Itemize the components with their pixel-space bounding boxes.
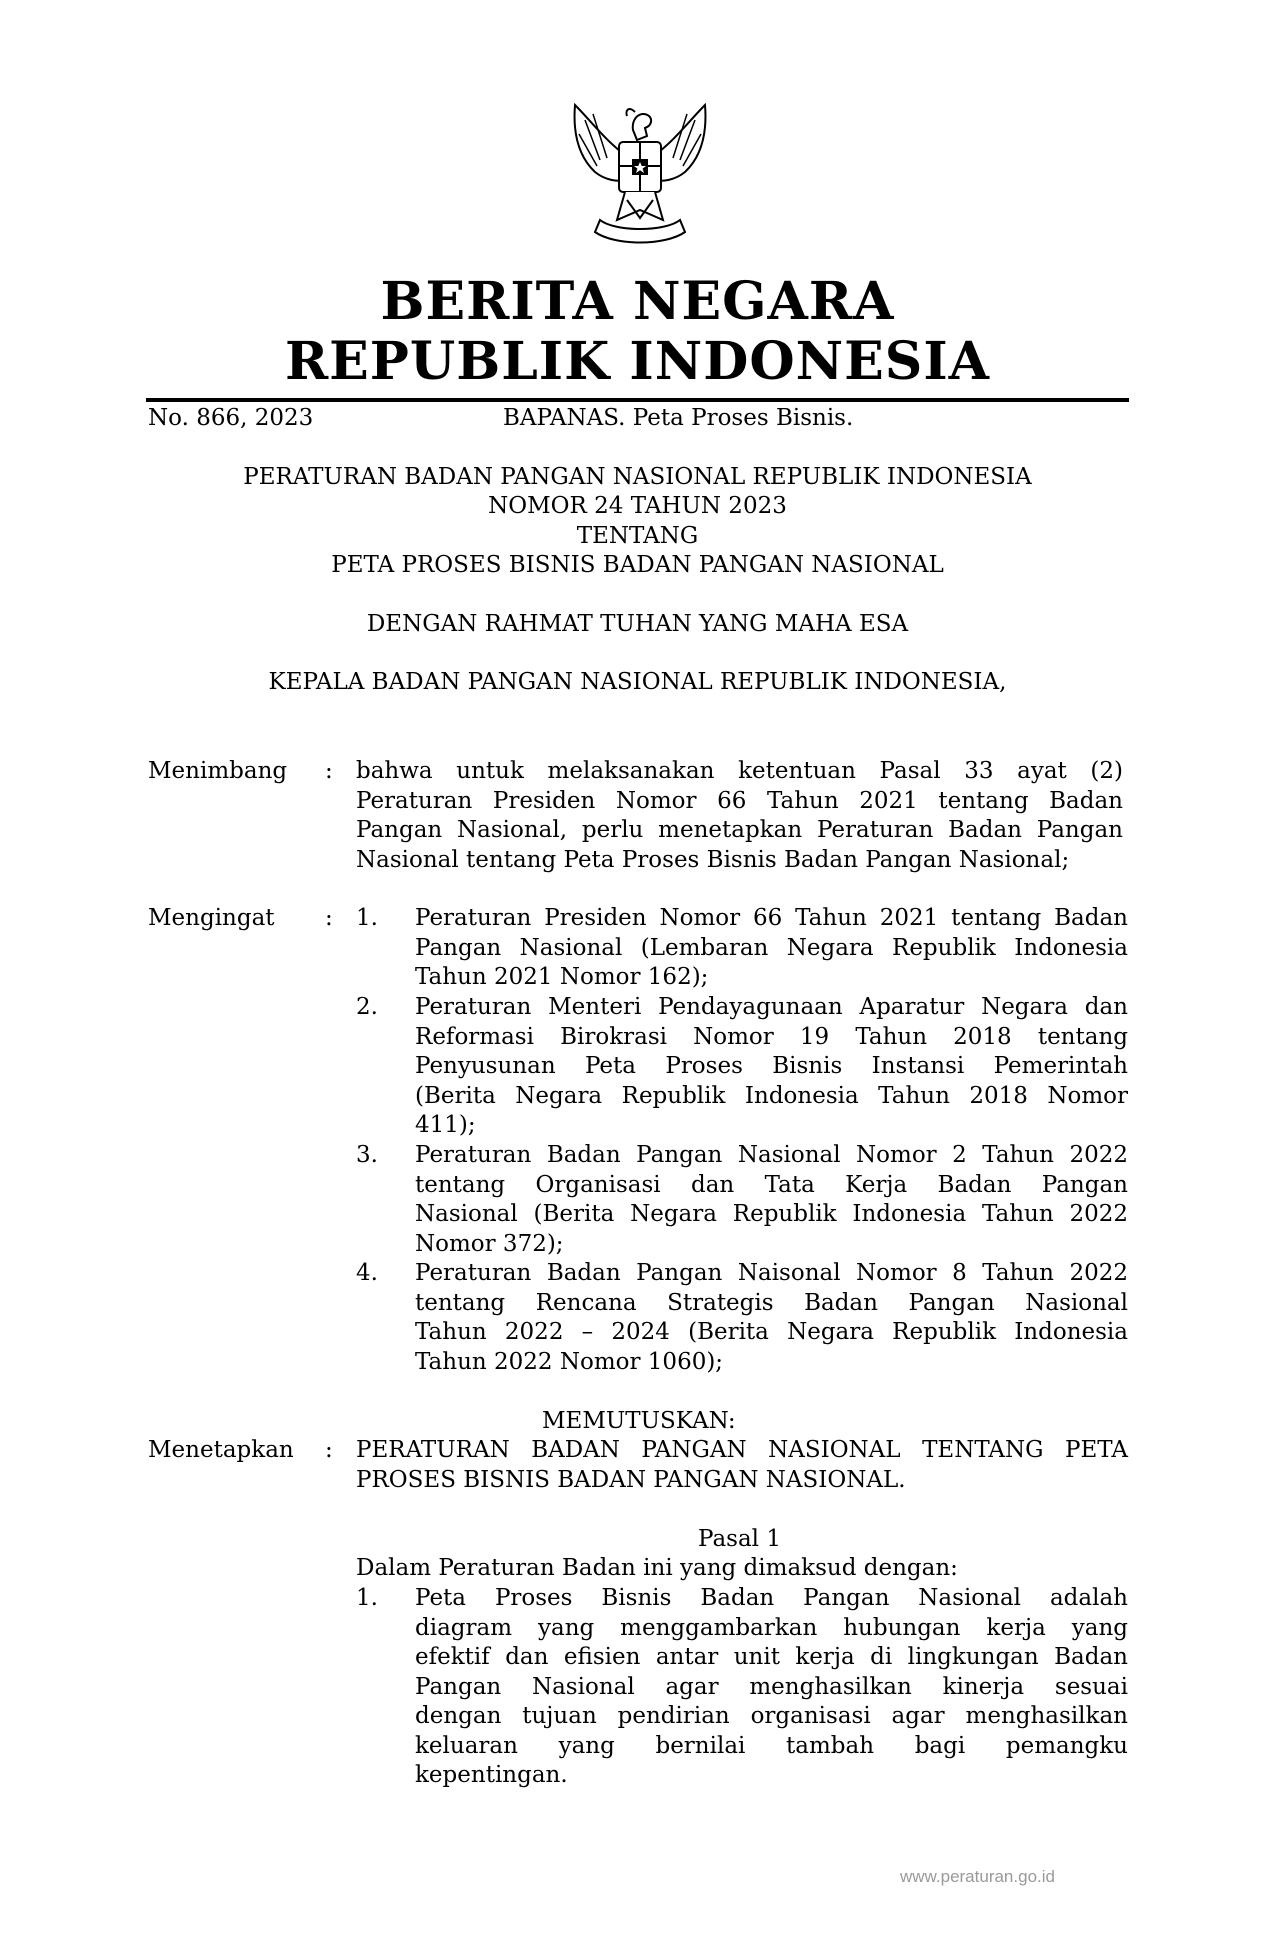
menimbang-text — [356, 757, 1123, 875]
menimbang-label: Menimbang — [148, 758, 288, 784]
mengingat-item-line: Peraturan Badan Pangan Naisonal Nomor 8 Tahun 2022 — [415, 1260, 1128, 1286]
pasal-1-item-line: kepentingan. — [415, 1762, 568, 1788]
menimbang-line: Peraturan Presiden Nomor 66 Tahun 2021 tentang Badan — [356, 787, 1123, 814]
regulation-title-line-3: TENTANG — [576, 523, 699, 549]
mengingat-label: Mengingat — [148, 905, 275, 931]
pasal-1-heading: Pasal 1 — [698, 1526, 781, 1552]
menetapkan-colon: : — [325, 1437, 333, 1463]
mengingat-colon: : — [325, 905, 333, 931]
menetapkan-line: PROSES BISNIS BADAN PANGAN NASIONAL. — [356, 1466, 906, 1493]
pasal-1-item-line: Peta Proses Bisnis Badan Pangan Nasional adalah — [415, 1585, 1128, 1611]
mengingat-item-line: Nomor 372); — [415, 1230, 564, 1257]
mengingat-item-line: Peraturan Badan Pangan Nasional Nomor 2 Tahun 2022 — [415, 1142, 1128, 1168]
mengingat-item-line: Tahun 2021 Nomor 162); — [415, 964, 709, 990]
pasal-1-intro: Dalam Peraturan Badan ini yang dimaksud dengan: — [356, 1555, 958, 1581]
masthead-divider — [146, 398, 1129, 402]
mengingat-item-line: Penyusunan Peta Proses Bisnis Instansi Pemerintah — [415, 1053, 1128, 1079]
mengingat-item-line: Nasional (Berita Negara Republik Indonesia Tahun 2022 — [415, 1201, 1128, 1227]
mengingat-item-line: tentang Organisasi dan Tata Kerja Badan Pangan — [415, 1171, 1128, 1198]
mengingat-item-line: Peraturan Menteri Pendayagunaan Aparatur Negara dan — [415, 994, 1128, 1020]
gazette-subject: BAPANAS. Peta Proses Bisnis. — [503, 405, 854, 431]
mengingat-item-line: Pangan Nasional (Lembaran Negara Republik Indonesia — [415, 934, 1128, 961]
mengingat-item-2 — [415, 993, 1128, 1141]
mengingat-item-1 — [415, 904, 1128, 993]
masthead-line-1: BERITA NEGARA — [380, 271, 895, 332]
menimbang-line: Nasional tentang Peta Proses Bisnis Badan Pangan Nasional; — [356, 846, 1070, 873]
mengingat-item-4 — [415, 1259, 1128, 1377]
masthead-line-2: REPUBLIK INDONESIA — [284, 331, 991, 392]
mengingat-item-line: Peraturan Presiden Nomor 66 Tahun 2021 tentang Badan — [415, 905, 1128, 931]
regulation-title-line-2: NOMOR 24 TAHUN 2023 — [488, 493, 787, 519]
pasal-1-item-line: efektif dan efisien antar unit kerja di lingkungan Badan — [415, 1644, 1128, 1670]
pasal-1-item-number: 1. — [356, 1585, 378, 1611]
menimbang-line: bahwa untuk melaksanakan ketentuan Pasal 33 ayat (2) — [356, 758, 1123, 784]
menetapkan-line: PERATURAN BADAN PANGAN NASIONAL TENTANG PETA — [356, 1437, 1128, 1463]
footer-url: www.peraturan.go.id — [900, 1867, 1055, 1886]
pasal-1-item-line: diagram yang menggambarkan hubungan kerja yang — [415, 1614, 1128, 1641]
pasal-1-item-line: Pangan Nasional agar menghasilkan kinerja sesuai — [415, 1673, 1128, 1700]
pasal-1-item-1 — [415, 1584, 1128, 1791]
mengingat-item-line: Reformasi Birokrasi Nomor 19 Tahun 2018 tentang — [415, 1023, 1128, 1050]
gazette-number: No. 866, 2023 — [148, 405, 314, 431]
mengingat-item-3 — [415, 1141, 1128, 1259]
mengingat-item-number: 3. — [356, 1142, 378, 1168]
menetapkan-label: Menetapkan — [148, 1437, 294, 1463]
mengingat-item-line: (Berita Negara Republik Indonesia Tahun 2018 Nomor — [415, 1082, 1128, 1109]
pasal-1-item-line: dengan tujuan pendirian organisasi agar menghasilkan — [415, 1703, 1128, 1729]
garuda-emblem-icon — [555, 100, 725, 250]
memutuskan-heading: MEMUTUSKAN: — [542, 1408, 736, 1434]
mengingat-item-line: Tahun 2022 – 2024 (Berita Negara Republik Indonesia — [415, 1319, 1128, 1345]
invocation: DENGAN RAHMAT TUHAN YANG MAHA ESA — [366, 611, 909, 637]
mengingat-item-number: 2. — [356, 994, 378, 1020]
menetapkan-text — [356, 1436, 1128, 1495]
mengingat-item-line: 411); — [415, 1112, 476, 1138]
mengingat-item-line: Tahun 2022 Nomor 1060); — [415, 1348, 724, 1375]
menimbang-colon: : — [325, 758, 333, 784]
mengingat-item-line: tentang Rencana Strategis Badan Pangan Nasional — [415, 1289, 1128, 1316]
official-title: KEPALA BADAN PANGAN NASIONAL REPUBLIK INDONESIA, — [268, 669, 1007, 695]
mengingat-item-number: 4. — [356, 1260, 378, 1286]
menimbang-line: Pangan Nasional, perlu menetapkan Peraturan Badan Pangan — [356, 817, 1123, 843]
pasal-1-item-line: keluaran yang bernilai tambah bagi pemangku — [415, 1732, 1128, 1759]
regulation-title-line-1: PERATURAN BADAN PANGAN NASIONAL REPUBLIK INDONESIA — [243, 464, 1032, 490]
mengingat-item-number: 1. — [356, 905, 378, 931]
regulation-title-line-4: PETA PROSES BISNIS BADAN PANGAN NASIONAL — [331, 552, 944, 578]
